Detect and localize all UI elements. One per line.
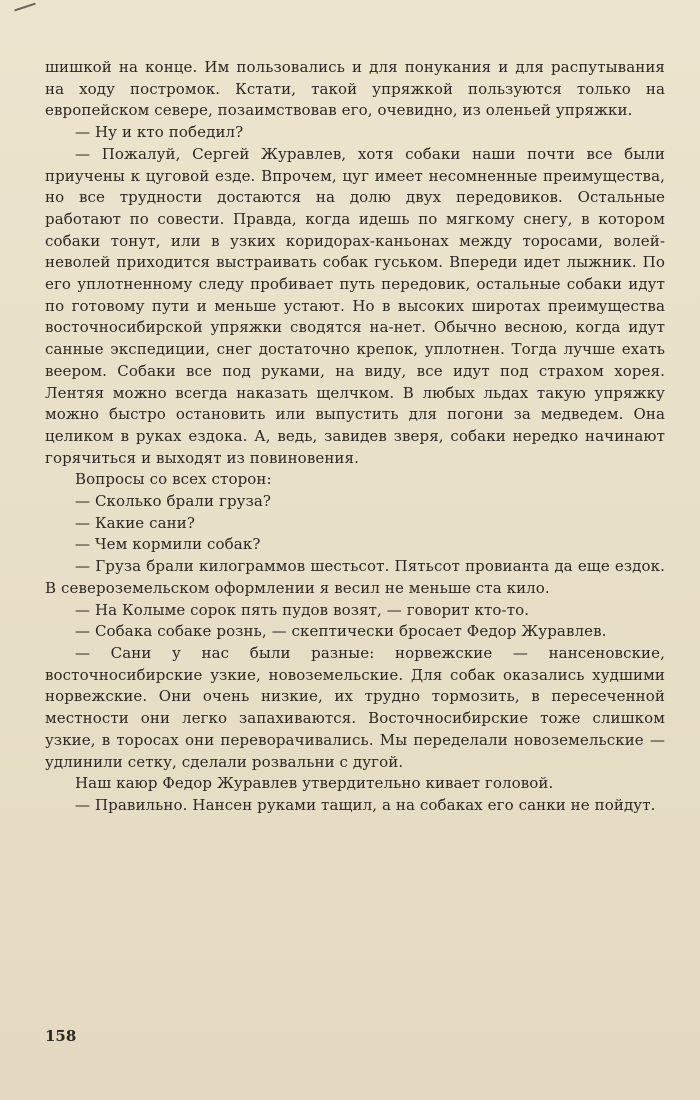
- paragraph-continuation: шишкой на конце. Им пользовались и для понукания и для распутывания на ходу постромок. Кстати, такой упряжкой пользуются только на европейском севере, позаимствовав его, очевидно, из оленьей упряжки.: [45, 58, 665, 120]
- paragraph-kolyma-remark: — На Колыме сорок пять пудов возят, — говорит кто-то.: [75, 600, 530, 619]
- paragraph-questions-intro: Вопросы со всех сторон:: [75, 470, 272, 489]
- paragraph-kayur-nods: Наш каюр Федор Журавлев утвердительно кивает головой.: [75, 774, 554, 793]
- paragraph-answer-sledges: — Сани у нас были разные: норвежские — нансеновские, восточносибирские узкие, новоземельские. Для собак оказались худшими норвежские. Они очень низкие, их трудно тормозить, в пересеченной местности они легко запахиваются. Восточносибирские тоже слишком узкие, в торосах они переворачивались. Мы переделали новоземельские — удлинили сетку, сделали розвальни с дугой.: [45, 643, 665, 771]
- page-body-text: [45, 57, 665, 817]
- paragraph-nansen-remark: — Правильно. Нансен руками тащил, а на собаках его санки не пойдут.: [75, 795, 656, 814]
- page-number: 158: [45, 1027, 77, 1045]
- paragraph-answer-harness: — Пожалуй, Сергей Журавлев, хотя собаки наши почти все были приучены к цуговой езде. Впрочем, цуг имеет несомненные преимущества, но все трудности достаются на долю двух передовиков. Остальные работают по совести. Правда, когда идешь по мягкому снегу, в котором собаки тонут, или в узких коридорах-каньонах между торосами, волей-неволей приходится выстраивать собак гуськом. Впереди идет лыжник. По его уплотненному следу пробивает путь передовик, остальные собаки идут по готовому пути и меньше устают. Но в высоких широтах преимущества восточносибирской упряжки сводятся на-нет. Обычно весною, когда идут санные экспедиции, снег достаточно крепок, уплотнен. Тогда лучше ехать веером. Собаки все под руками, на виду, все идут под страхом хорея. Лентяя можно всегда наказать щелчком. В любых льдах такую упряжку можно быстро остановить или выпустить для погони за медведем. Она целиком в руках ездока. А, ведь, завидев зверя, собаки нередко начинают горячиться и выходят из повиновения.: [45, 144, 665, 467]
- paragraph-question-winner: — Ну и кто победил?: [75, 123, 244, 142]
- paragraph-answer-cargo: — Груза брали килограммов шестьсот. Пятьсот провианта да еще ездок. В североземельском оформлении я весил не меньше ста кило.: [45, 557, 665, 597]
- corner-pen-mark: [14, 3, 36, 12]
- paragraph-question-cargo: — Сколько брали груза?: [75, 492, 272, 511]
- paragraph-question-feeding: — Чем кормили собак?: [75, 535, 261, 554]
- paragraph-skeptical-remark: — Собака собаке рознь, — скептически бросает Федор Журавлев.: [75, 622, 607, 641]
- paragraph-question-sledges: — Какие сани?: [75, 513, 196, 532]
